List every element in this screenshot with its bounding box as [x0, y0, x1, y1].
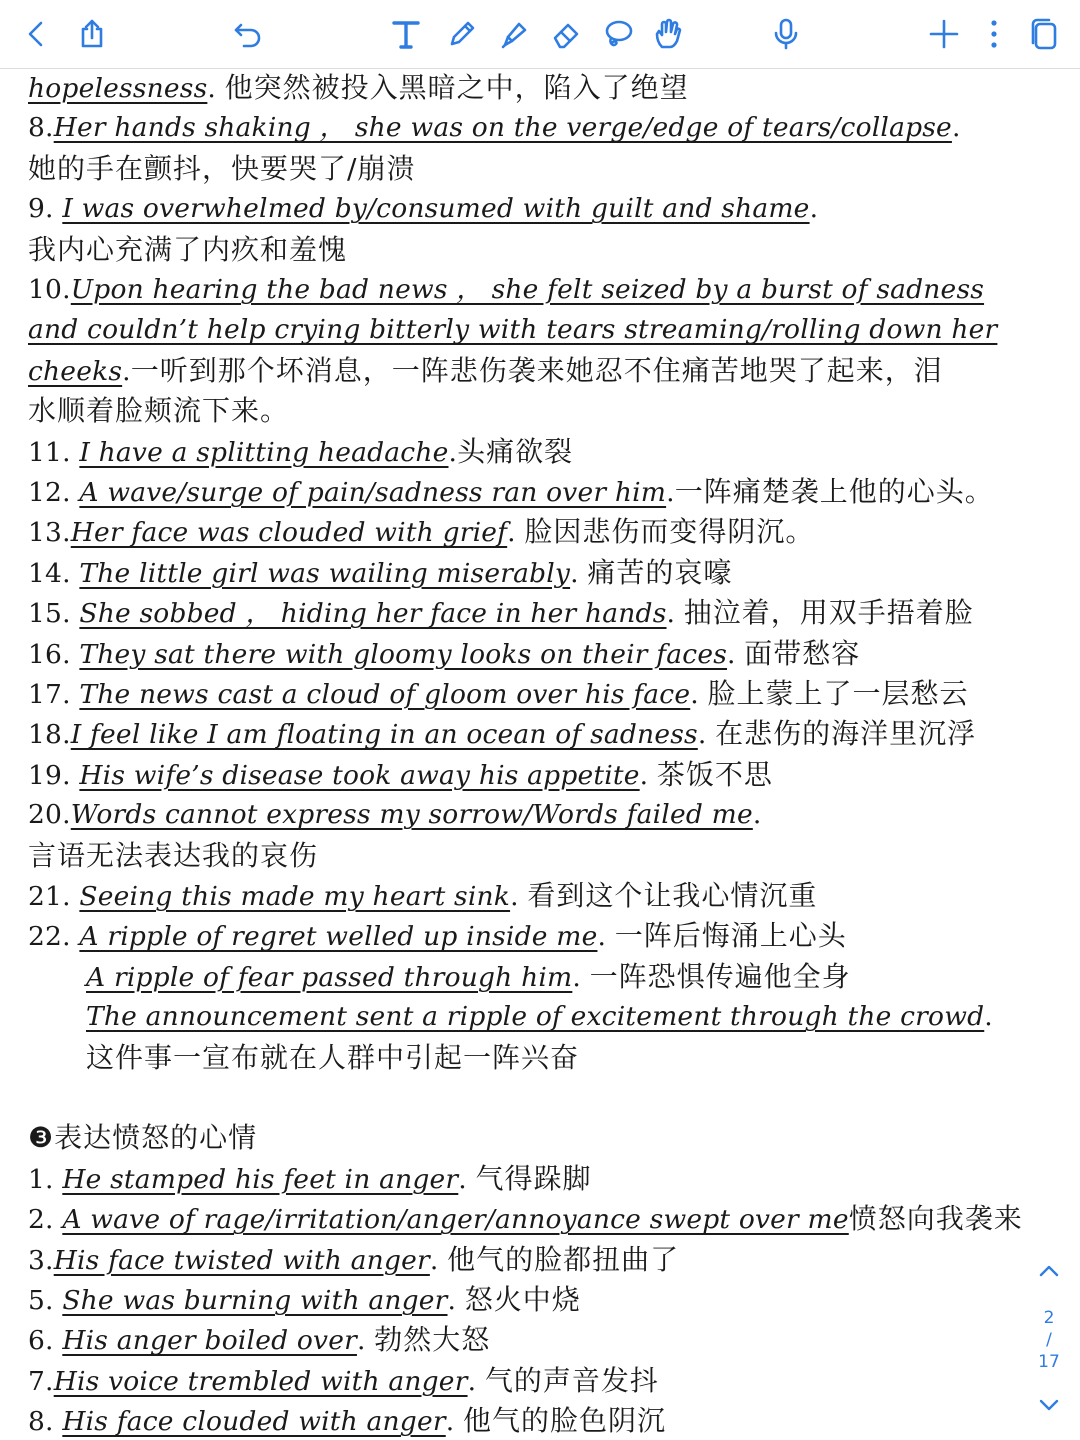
- item-number: 19.: [28, 759, 80, 791]
- highlighter-button[interactable]: [494, 14, 534, 54]
- chinese-translation: 这件事一宣布就在人群中引起一阵兴奋: [86, 1040, 580, 1074]
- undo-icon: [231, 17, 265, 51]
- note-line: [28, 432, 573, 472]
- punctuation: .: [666, 477, 675, 508]
- more-icon: [977, 17, 1011, 51]
- chinese-translation: 气的声音发抖: [484, 1363, 659, 1397]
- note-line: [28, 674, 969, 714]
- item-number: 6.: [28, 1325, 63, 1357]
- english-phrase: and couldn’t help crying bitterly with tears streaming/rolling down her: [28, 314, 998, 346]
- punctuation: .: [122, 355, 131, 387]
- chinese-translation: 怒火中烧: [464, 1283, 581, 1316]
- english-phrase: He stamped his feet in anger: [62, 1163, 459, 1195]
- punctuation: .: [690, 679, 708, 710]
- current-page: 2: [1043, 1308, 1055, 1328]
- note-line: [28, 310, 997, 350]
- note-line: [28, 916, 847, 956]
- share-button[interactable]: [72, 14, 112, 54]
- microphone-button[interactable]: [766, 14, 806, 54]
- item-number: 8.: [28, 1406, 63, 1438]
- note-line: [28, 714, 976, 754]
- item-number: 20.: [28, 799, 71, 831]
- note-line: [86, 957, 851, 997]
- chinese-translation: 看到这个让我心情沉重: [527, 879, 818, 912]
- note-line: [28, 472, 994, 512]
- punctuation: .: [951, 112, 961, 144]
- english-phrase: Her face was clouded with grief: [70, 517, 508, 549]
- eraser-button[interactable]: [546, 14, 586, 54]
- chinese-translation: 面带愁容: [744, 636, 861, 670]
- english-phrase: Her hands shaking ， she was on the verge/edge of tears/collapse: [53, 112, 952, 144]
- chinese-translation: 他气的脸色阴沉: [462, 1404, 666, 1438]
- total-pages: 17: [1038, 1352, 1060, 1372]
- toolbar: [0, 0, 1080, 69]
- english-phrase: A wave of rage/irritation/anger/annoyance swept over me: [62, 1204, 849, 1236]
- punctuation: .: [467, 1365, 485, 1397]
- share-icon: [75, 17, 109, 51]
- punctuation: .: [984, 1001, 993, 1033]
- chinese-translation: 抽泣着，用双手捂着脸: [683, 596, 974, 630]
- note-line: [28, 1199, 1023, 1239]
- chinese-translation: 他气的脸都扭曲了: [447, 1242, 680, 1276]
- punctuation: .: [727, 638, 745, 670]
- item-number: 21.: [28, 881, 80, 912]
- chinese-translation: 气得跺脚: [475, 1161, 592, 1195]
- pen-tool-icon: [445, 17, 479, 51]
- punctuation: .: [809, 193, 819, 225]
- english-phrase: They sat there with gloomy looks on their faces: [79, 638, 728, 670]
- chinese-translation: 一阵恐惧传遍他全身: [589, 959, 851, 993]
- chinese-translation: 一听到那个坏消息，一阵悲伤袭来她忍不住痛苦地哭了起来，泪: [130, 353, 943, 387]
- page-separator: /: [1046, 1330, 1052, 1350]
- hand-tool-icon: [651, 17, 685, 51]
- chinese-translation: 脸因悲伤而变得阴沉。: [524, 515, 815, 549]
- page-indicator: [1024, 1250, 1074, 1430]
- note-line: [86, 997, 993, 1037]
- punctuation: .: [570, 557, 588, 589]
- note-line: [28, 1361, 659, 1401]
- punctuation: .: [597, 921, 615, 953]
- chinese-translation: 痛苦的哀嚎: [587, 555, 733, 589]
- punctuation: .: [697, 719, 716, 751]
- chinese-translation: 他突然被投入黑暗之中，陷入了绝望: [224, 71, 689, 104]
- note-line: [28, 230, 347, 270]
- punctuation: .: [752, 799, 762, 831]
- english-phrase: His face twisted with anger: [53, 1244, 430, 1276]
- item-number: 1.: [28, 1163, 63, 1195]
- note-line: [28, 836, 318, 876]
- note-line: [28, 795, 761, 835]
- english-phrase: The little girl was wailing miserably: [79, 557, 571, 589]
- punctuation: .: [458, 1163, 476, 1195]
- chevron-up-icon: [1034, 1256, 1064, 1286]
- eraser-icon: [549, 17, 583, 51]
- punctuation: .: [507, 517, 525, 549]
- english-phrase: I was overwhelmed by/consumed with guilt and shame: [62, 193, 810, 225]
- highlighter-icon: [497, 17, 531, 51]
- note-line: [86, 1038, 579, 1078]
- english-phrase: A ripple of regret welled up inside me: [79, 921, 598, 953]
- item-number: 11.: [28, 436, 80, 468]
- page-down-button[interactable]: [1034, 1390, 1064, 1420]
- hand-tool-button[interactable]: [648, 14, 688, 54]
- section-heading-text: ❸表达愤怒的心情: [28, 1121, 258, 1155]
- chinese-translation: 茶饭不思: [656, 757, 773, 791]
- punctuation: .: [356, 1325, 375, 1357]
- english-phrase: The announcement sent a ripple of excitement through the crowd: [86, 1001, 985, 1033]
- section-heading: [28, 1118, 257, 1158]
- item-number: 9.: [28, 193, 63, 225]
- english-phrase: I have a splitting headache: [79, 436, 449, 468]
- note-line: [28, 593, 974, 633]
- add-icon: [927, 17, 961, 51]
- item-number: 7.: [28, 1365, 54, 1397]
- chinese-translation: 水顺着脸颊流下来。: [28, 394, 290, 428]
- note-line: [28, 351, 943, 391]
- note-line: [28, 876, 817, 916]
- item-number: 16.: [28, 638, 80, 670]
- note-line: [28, 634, 860, 674]
- note-line: [28, 108, 961, 148]
- english-phrase: cheeks: [28, 355, 123, 387]
- punctuation: .: [572, 961, 590, 993]
- more-button[interactable]: [974, 14, 1014, 54]
- english-phrase: His anger boiled over: [62, 1325, 357, 1357]
- microphone-icon: [769, 17, 803, 51]
- note-line: [28, 1240, 679, 1280]
- english-phrase: His voice trembled with anger: [53, 1365, 468, 1397]
- item-number: 12.: [28, 477, 80, 508]
- note-line: [28, 1401, 666, 1440]
- item-number: 5.: [28, 1285, 63, 1316]
- chinese-translation: 言语无法表达我的哀伤: [28, 838, 319, 872]
- text-tool-icon: [389, 17, 423, 51]
- english-phrase: Words cannot express my sorrow/Words failed me: [70, 799, 753, 831]
- item-number: 22.: [28, 921, 80, 953]
- note-line: [28, 1320, 490, 1360]
- note-line: [28, 553, 732, 593]
- chinese-translation: 勃然大怒: [374, 1323, 491, 1357]
- punctuation: .: [447, 1285, 465, 1316]
- english-phrase: The news cast a cloud of gloom over his face: [79, 679, 691, 710]
- item-number: 3.: [28, 1244, 54, 1276]
- english-phrase: Upon hearing the bad news ， she felt seized by a burst of sadness: [70, 274, 985, 305]
- note-line: [28, 512, 814, 552]
- chinese-translation: 在悲伤的海洋里沉浮: [715, 717, 977, 751]
- punctuation: .: [448, 436, 458, 468]
- item-number: 17.: [28, 679, 80, 710]
- chinese-translation: 脸上蒙上了一层愁云: [707, 677, 969, 710]
- english-phrase: I feel like I am floating in an ocean of sadness: [70, 719, 698, 751]
- note-line: [28, 391, 289, 431]
- pages-icon: [1027, 17, 1061, 51]
- item-number: 15.: [28, 598, 80, 630]
- chinese-translation: 愤怒向我袭来: [848, 1202, 1023, 1236]
- punctuation: .: [510, 881, 528, 912]
- note-line: [28, 1280, 581, 1320]
- punctuation: .: [666, 598, 684, 630]
- item-number: 14.: [28, 557, 80, 589]
- english-phrase: Seeing this made my heart sink: [79, 881, 511, 912]
- english-phrase: hopelessness: [28, 73, 208, 104]
- note-line: [28, 755, 773, 795]
- english-phrase: His wife’s disease took away his appetite: [79, 759, 640, 791]
- english-phrase: A ripple of fear passed through him: [86, 961, 573, 993]
- english-phrase: She was burning with anger: [62, 1285, 448, 1316]
- chinese-translation: 头痛欲裂: [457, 434, 574, 468]
- lasso-icon: [601, 17, 635, 51]
- punctuation: .: [207, 73, 225, 104]
- pages-button[interactable]: [1024, 14, 1064, 54]
- note-line: [28, 68, 689, 108]
- lasso-button[interactable]: [598, 14, 638, 54]
- chinese-translation: 一阵痛楚袭上他的心头。: [674, 475, 994, 508]
- note-line: [28, 270, 984, 310]
- note-line: [28, 189, 818, 229]
- item-number: 10.: [28, 274, 71, 305]
- back-icon: [19, 17, 53, 51]
- item-number: 2.: [28, 1204, 63, 1236]
- english-phrase: His face clouded with anger: [62, 1406, 446, 1438]
- chinese-translation: 一阵后悔涌上心头: [614, 919, 847, 953]
- chinese-translation: 我内心充满了内疚和羞愧: [28, 232, 348, 266]
- punctuation: .: [429, 1244, 448, 1276]
- back-button[interactable]: [16, 14, 56, 54]
- item-number: 8.: [28, 112, 54, 144]
- item-number: 13.: [28, 517, 71, 549]
- chinese-translation: 她的手在颤抖，快要哭了/崩溃: [28, 151, 416, 185]
- note-page[interactable]: [28, 68, 1028, 1440]
- english-phrase: She sobbed ， hiding her face in her hands: [79, 598, 667, 630]
- note-line: [28, 1159, 592, 1199]
- note-line: [28, 149, 415, 189]
- page-up-button[interactable]: [1034, 1256, 1064, 1286]
- punctuation: .: [445, 1406, 463, 1438]
- text-tool-button[interactable]: [386, 14, 426, 54]
- english-phrase: A wave/surge of pain/sadness ran over him: [79, 477, 667, 508]
- add-button[interactable]: [924, 14, 964, 54]
- punctuation: .: [639, 759, 657, 791]
- pen-tool-button[interactable]: [442, 14, 482, 54]
- chevron-down-icon: [1034, 1390, 1064, 1420]
- item-number: 18.: [28, 719, 71, 751]
- undo-button[interactable]: [228, 14, 268, 54]
